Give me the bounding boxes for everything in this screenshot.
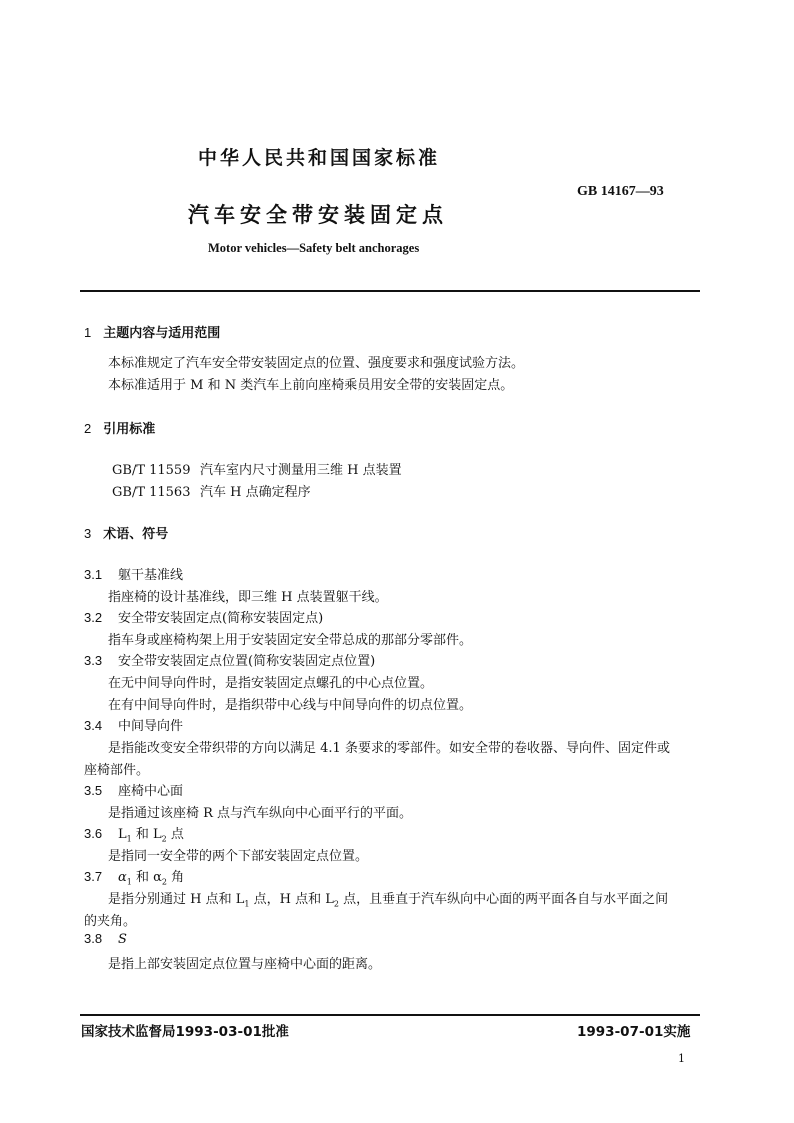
term-3-3-definition-1: 在无中间导向件时，是指安装固定点螺孔的中心点位置。	[108, 676, 434, 691]
section-1-para-2: 本标准适用于 M 和 N 类汽车上前向座椅乘员用安全带的安装固定点。	[108, 378, 514, 393]
section-1-heading: 1 主题内容与适用范围	[84, 325, 221, 341]
term-3-1-definition: 指座椅的设计基准线，即三维 H 点装置躯干线。	[108, 590, 388, 605]
title-chinese: 汽车安全带安装固定点	[188, 203, 448, 227]
title-english: Motor vehicles—Safety belt anchorages	[208, 241, 420, 255]
term-3-8-definition: 是指上部安装固定点位置与座椅中心面的距离。	[108, 957, 382, 972]
effective-date: 1993-07-01实施	[577, 1024, 691, 1040]
term-3-5-definition: 是指通过该座椅 R 点与汽车纵向中心面平行的平面。	[108, 806, 413, 821]
section-3-heading: 3 术语、符号	[84, 526, 169, 542]
term-3-4: 3.4 中间导向件	[84, 718, 184, 734]
header-divider	[80, 290, 700, 292]
section-1-para-1: 本标准规定了汽车安全带安装固定点的位置、强度要求和强度试验方法。	[108, 356, 525, 371]
term-3-6-definition: 是指同一安全带的两个下部安装固定点位置。	[108, 849, 369, 864]
term-3-7: 3.7 $\alpha_1$ 和 $\alpha_2$ 角	[84, 869, 185, 887]
term-3-5: 3.5 座椅中心面	[84, 783, 184, 799]
term-3-3-definition-2: 在有中间导向件时，是指织带中心线与中间导向件的切点位置。	[108, 698, 473, 713]
term-3-1: 3.1 躯干基准线	[84, 567, 184, 583]
term-3-8: 3.8 S	[84, 931, 127, 947]
reference-item: GB/T 11563 汽车 H 点确定程序	[112, 485, 311, 500]
term-3-6: 3.6 $L_1$ 和 $L_2$ 点	[84, 826, 184, 844]
approval-date: 国家技术监督局1993-03-01批准	[81, 1024, 289, 1040]
page-number: 1	[678, 1052, 685, 1065]
term-3-7-definition: 是指分别通过 H 点和 $L_1$ 点，H 点和 $L_2$ 点，且垂直于汽车纵向中心面的两平面各自与水平面之间	[108, 892, 669, 909]
term-3-4-definition: 是指能改变安全带织带的方向以满足 4.1 条要求的零部件。如安全带的卷收器、导向件、固定件或	[108, 741, 670, 756]
term-3-4-definition-cont: 座椅部件。	[84, 763, 150, 778]
standard-number: GB 14167—93	[577, 184, 664, 199]
term-3-2: 3.2 安全带安装固定点(简称安装固定点)	[84, 610, 324, 626]
term-3-3: 3.3 安全带安装固定点位置(简称安装固定点位置)	[84, 653, 376, 669]
term-3-2-definition: 指车身或座椅构架上用于安装固定安全带总成的那部分零部件。	[108, 633, 473, 648]
section-2-heading: 2 引用标准	[84, 421, 156, 437]
term-3-7-definition-cont: 的夹角。	[84, 914, 137, 929]
reference-item: GB/T 11559 汽车室内尺寸测量用三维 H 点装置	[112, 463, 402, 478]
footer-divider	[80, 1014, 700, 1016]
org-title: 中华人民共和国国家标准	[198, 147, 441, 169]
